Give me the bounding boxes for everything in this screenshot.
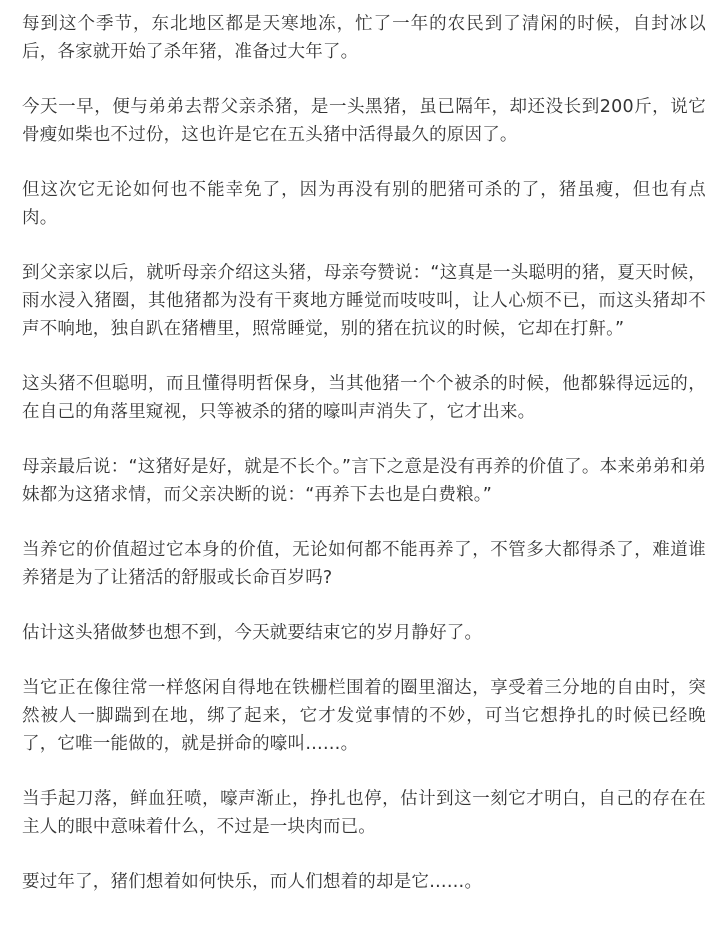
paragraph-9: 当它正在像往常一样悠闲自得地在铁栅栏围着的圈里溜达，享受着三分地的自由时，突然被人一脚踹到在地，绑了起来，它才发觉事情的不妙，可当它想挣扎的时候已经晚了，它唯一能做的，就是拼命的嚎叫……。	[22, 678, 706, 754]
paragraph-3: 但这次它无论如何也不能幸免了，因为再没有别的肥猪可杀的了，猪虽瘦，但也有点肉。	[22, 180, 706, 228]
paragraph-2: 今天一早，便与弟弟去帮父亲杀猪，是一头黑猪，虽已隔年，却还没长到200斤，说它骨瘦如柴也不过份，这也许是它在五头猪中活得最久的原因了。	[22, 97, 706, 145]
paragraph-4: 到父亲家以后，就听母亲介绍这头猪，母亲夸赞说：“这真是一头聪明的猪，夏天时候，雨水浸入猪圈，其他猪都为没有干爽地方睡觉而吱吱叫，让人心烦不已，而这头猪却不声不响地，独自趴在猪槽里，照常睡觉，别的猪在抗议的时候，它却在打鼾。”	[22, 263, 706, 339]
paragraph-5: 这头猪不但聪明，而且懂得明哲保身，当其他猪一个个被杀的时候，他都躲得远远的，在自己的角落里窥视，只等被杀的猪的嚎叫声消失了，它才出来。	[22, 374, 706, 422]
paragraph-8: 估计这头猪做梦也想不到，今天就要结束它的岁月静好了。	[22, 623, 483, 643]
paragraph-10: 当手起刀落，鲜血狂喷，嚎声渐止，挣扎也停，估计到这一刻它才明白，自己的存在在主人的眼中意味着什么，不过是一块肉而已。	[22, 789, 706, 837]
paragraph-7: 当养它的价值超过它本身的价值，无论如何都不能再养了，不管多大都得杀了，难道谁养猪是为了让猪活的舒服或长命百岁吗?	[22, 540, 706, 588]
paragraph-11: 要过年了，猪们想着如何快乐，而人们想着的却是它……。	[22, 872, 483, 892]
article-body	[22, 10, 706, 896]
paragraph-6: 母亲最后说：“这猪好是好，就是不长个。”言下之意是没有再养的价值了。本来弟弟和弟妹都为这猪求情，而父亲决断的说：“再养下去也是白费粮。”	[22, 457, 706, 505]
paragraph-1: 每到这个季节，东北地区都是天寒地冻，忙了一年的农民到了清闲的时候，自封冰以后，各家就开始了杀年猪，准备过大年了。	[22, 14, 706, 62]
